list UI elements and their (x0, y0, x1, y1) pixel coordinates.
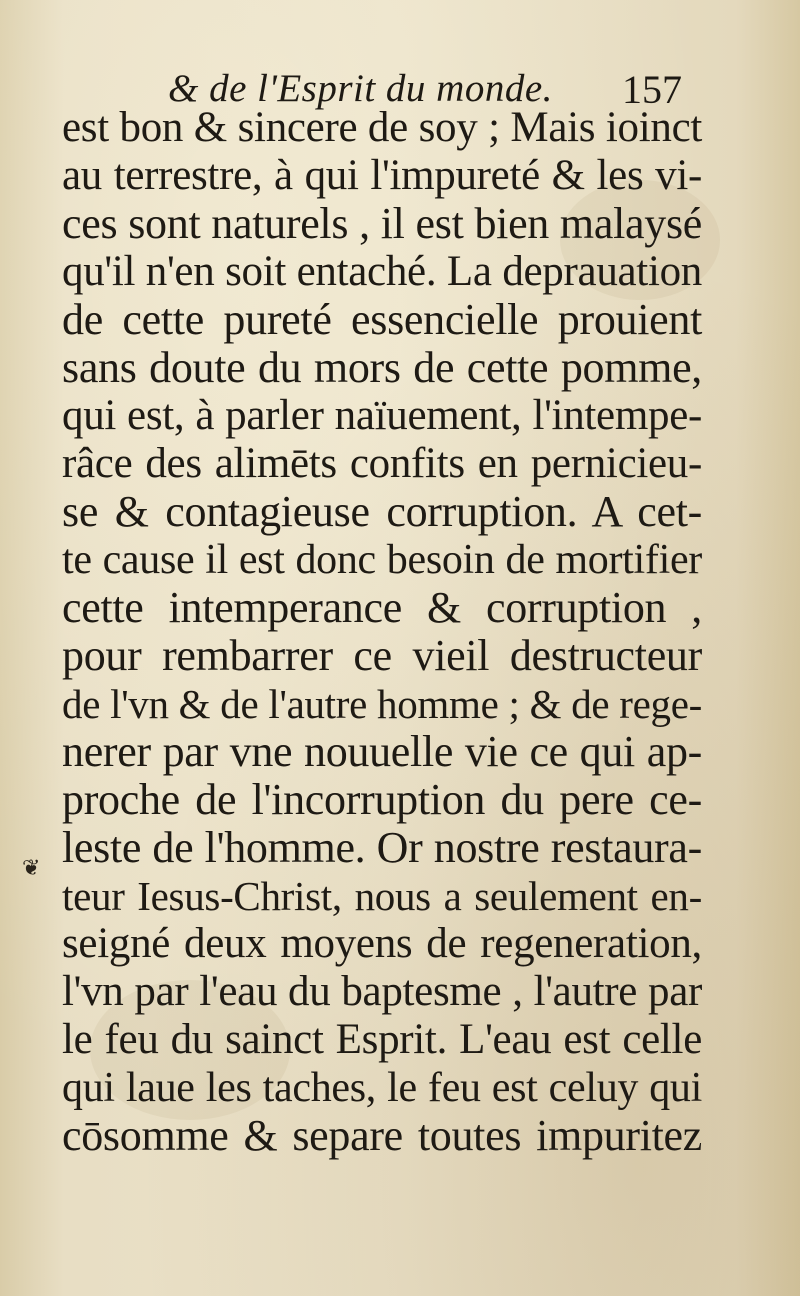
page-number: 157 (622, 67, 682, 112)
margin-mark-icon: ❦ (22, 856, 41, 881)
text-line: qui laue les taches, le feu est celuy qui (62, 1065, 702, 1111)
text-line: cōsomme & separe toutes impuritez (62, 1111, 702, 1160)
running-title: & de l'Esprit du monde. (168, 67, 553, 110)
text-line: teur Iesus-Christ, nous a seulement en- (62, 873, 702, 919)
text-line: sans doute du mors de cette pomme, (62, 343, 702, 392)
text-line: proche de l'incorruption du pere ce- (62, 775, 702, 824)
text-line: qu'il n'en soit entaché. La deprauation (62, 248, 702, 295)
text-line: te cause il est donc besoin de mortifier (62, 537, 702, 583)
text-line: est bon & sincere de soy ; Mais ioinct (62, 104, 702, 151)
text-line: ces sont naturels , il est bien malaysé (62, 199, 702, 248)
text-line: seigné deux moyens de regeneration, (62, 920, 702, 967)
text-line: cette intemperance & corruption , (62, 583, 702, 632)
text-line: se & contagieuse corruption. A cet- (62, 487, 702, 536)
text-line: râce des alimēts confits en pernicieu- (62, 440, 702, 487)
text-block (62, 104, 702, 1160)
text-line: de l'vn & de l'autre homme ; & de rege- (62, 681, 702, 727)
text-line: le feu du sainct Esprit. L'eau est celle (62, 1016, 702, 1063)
text-line: leste de l'homme. Or nostre restaura- (62, 823, 702, 872)
text-line: pour rembarrer ce vieil destructeur (62, 631, 702, 680)
text-line: qui est, à parler naïuement, l'intempe- (62, 392, 702, 439)
text-line: de cette pureté essencielle prouient (62, 295, 702, 344)
text-line: nerer par vne nouuelle vie ce qui ap- (62, 727, 702, 776)
text-line: au terrestre, à qui l'impureté & les vi- (62, 152, 702, 199)
text-line: l'vn par l'eau du baptesme , l'autre par (62, 968, 702, 1015)
